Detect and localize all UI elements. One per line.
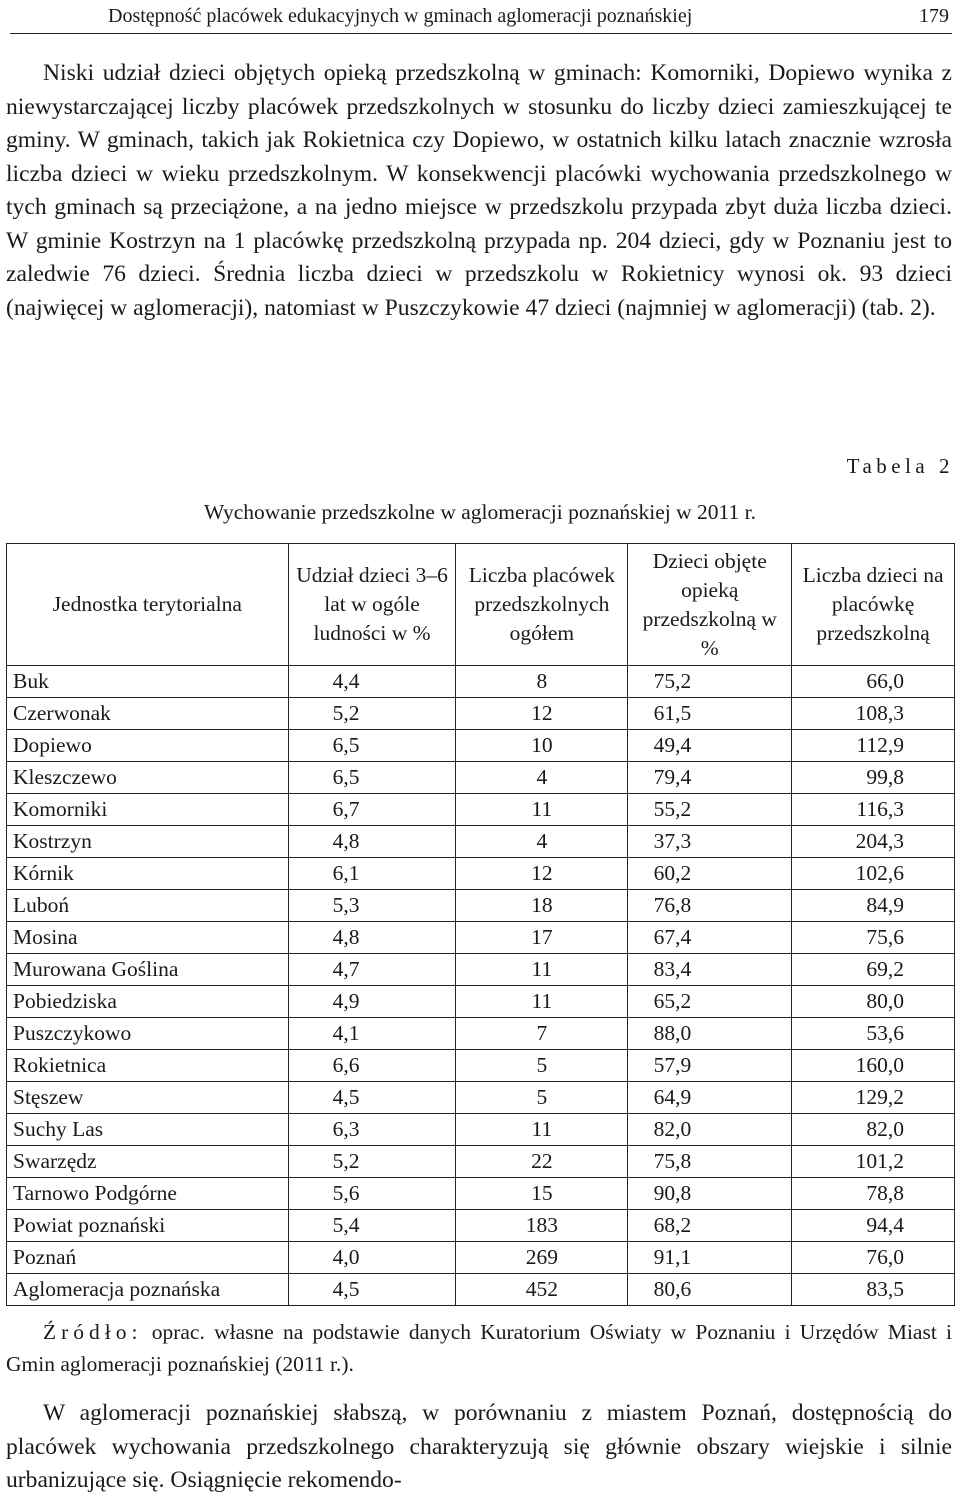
table-row bbox=[7, 1082, 955, 1114]
body-paragraph-1: Niski udział dzieci objętych opieką przedszkolną w gminach: Komorniki, Dopiewo wynika z niewystarczającej liczby placówek przedszkolnych w stosunku do liczby dzieci zamieszkującej te gminy. W gminach, takich jak Rokietnica czy Dopiewo, w ostatnich kilku latach znacznie wzrosła liczba dzieci w wieku przedszkolnym. W konsekwencji placówki wychowania przedszkolnego w tych gminach są przeciążone, a na jedno miejsce w przedszkolu przypada zbyt duża liczba dzieci. W gminie Kostrzyn na 1 placówkę przedszkolną przypada np. 204 dzieci, gdy w Poznaniu jest to zaledwie 76 dzieci. Średnia liczba dzieci w przedszkolu w Rokietnicy wynosi ok. 93 dzieci (najwięcej w aglomeracji), natomiast w Puszczykowie 47 dzieci (najmniej w aglomeracji) (tab. 2). bbox=[6, 60, 952, 321]
value-cell: 99,8 bbox=[792, 762, 955, 794]
value-cell: 69,2 bbox=[792, 954, 955, 986]
header-cell: Dzieci objęte opieką przedszkolną w % bbox=[628, 544, 792, 666]
value-cell: 11 bbox=[456, 1114, 628, 1146]
value-cell: 76,0 bbox=[792, 1242, 955, 1274]
value-cell: 80,0 bbox=[792, 986, 955, 1018]
unit-name-cell: Kórnik bbox=[7, 858, 289, 890]
value-cell: 61,5 bbox=[628, 698, 792, 730]
value-cell: 80,6 bbox=[628, 1274, 792, 1306]
header-cell: Udział dzieci 3–6 lat w ogóle ludności w % bbox=[288, 544, 456, 666]
table-row bbox=[7, 762, 955, 794]
header-cell: Jednostka terytorialna bbox=[7, 544, 289, 666]
value-cell: 68,2 bbox=[628, 1210, 792, 1242]
table-row bbox=[7, 986, 955, 1018]
unit-name-cell: Czerwonak bbox=[7, 698, 289, 730]
table-row bbox=[7, 1114, 955, 1146]
value-cell: 5,2 bbox=[288, 698, 456, 730]
table-row bbox=[7, 698, 955, 730]
unit-name-cell: Aglomeracja poznańska bbox=[7, 1274, 289, 1306]
value-cell: 11 bbox=[456, 794, 628, 826]
value-cell: 49,4 bbox=[628, 730, 792, 762]
running-header bbox=[10, 0, 952, 34]
table-source bbox=[6, 1316, 952, 1380]
value-cell: 57,9 bbox=[628, 1050, 792, 1082]
page-number: 179 bbox=[919, 5, 949, 27]
value-cell: 82,0 bbox=[792, 1114, 955, 1146]
value-cell: 4,4 bbox=[288, 666, 456, 698]
table-row bbox=[7, 1146, 955, 1178]
value-cell: 12 bbox=[456, 858, 628, 890]
value-cell: 4,8 bbox=[288, 826, 456, 858]
value-cell: 94,4 bbox=[792, 1210, 955, 1242]
value-cell: 83,4 bbox=[628, 954, 792, 986]
table-row bbox=[7, 666, 955, 698]
table-row bbox=[7, 922, 955, 954]
value-cell: 66,0 bbox=[792, 666, 955, 698]
value-cell: 4,7 bbox=[288, 954, 456, 986]
table-row bbox=[7, 1242, 955, 1274]
value-cell: 129,2 bbox=[792, 1082, 955, 1114]
table-header-row bbox=[7, 544, 955, 666]
value-cell: 82,0 bbox=[628, 1114, 792, 1146]
table-row bbox=[7, 794, 955, 826]
value-cell: 4,1 bbox=[288, 1018, 456, 1050]
unit-name-cell: Dopiewo bbox=[7, 730, 289, 762]
value-cell: 88,0 bbox=[628, 1018, 792, 1050]
value-cell: 11 bbox=[456, 986, 628, 1018]
value-cell: 4,5 bbox=[288, 1274, 456, 1306]
table-body bbox=[7, 666, 955, 1306]
unit-name-cell: Swarzędz bbox=[7, 1146, 289, 1178]
value-cell: 65,2 bbox=[628, 986, 792, 1018]
value-cell: 6,5 bbox=[288, 762, 456, 794]
value-cell: 101,2 bbox=[792, 1146, 955, 1178]
value-cell: 11 bbox=[456, 954, 628, 986]
value-cell: 6,1 bbox=[288, 858, 456, 890]
value-cell: 84,9 bbox=[792, 890, 955, 922]
table-row bbox=[7, 1210, 955, 1242]
table-row bbox=[7, 1050, 955, 1082]
unit-name-cell: Rokietnica bbox=[7, 1050, 289, 1082]
value-cell: 91,1 bbox=[628, 1242, 792, 1274]
value-cell: 108,3 bbox=[792, 698, 955, 730]
value-cell: 79,4 bbox=[628, 762, 792, 794]
value-cell: 17 bbox=[456, 922, 628, 954]
value-cell: 18 bbox=[456, 890, 628, 922]
value-cell: 64,9 bbox=[628, 1082, 792, 1114]
value-cell: 5 bbox=[456, 1082, 628, 1114]
value-cell: 75,2 bbox=[628, 666, 792, 698]
value-cell: 4,9 bbox=[288, 986, 456, 1018]
unit-name-cell: Suchy Las bbox=[7, 1114, 289, 1146]
value-cell: 5,6 bbox=[288, 1178, 456, 1210]
unit-name-cell: Poznań bbox=[7, 1242, 289, 1274]
table-row bbox=[7, 730, 955, 762]
value-cell: 90,8 bbox=[628, 1178, 792, 1210]
value-cell: 78,8 bbox=[792, 1178, 955, 1210]
unit-name-cell: Buk bbox=[7, 666, 289, 698]
unit-name-cell: Stęszew bbox=[7, 1082, 289, 1114]
value-cell: 6,6 bbox=[288, 1050, 456, 1082]
table-row bbox=[7, 1018, 955, 1050]
value-cell: 67,4 bbox=[628, 922, 792, 954]
value-cell: 53,6 bbox=[792, 1018, 955, 1050]
unit-name-cell: Kleszczewo bbox=[7, 762, 289, 794]
unit-name-cell: Luboń bbox=[7, 890, 289, 922]
value-cell: 4,5 bbox=[288, 1082, 456, 1114]
unit-name-cell: Kostrzyn bbox=[7, 826, 289, 858]
value-cell: 83,5 bbox=[792, 1274, 955, 1306]
value-cell: 6,5 bbox=[288, 730, 456, 762]
unit-name-cell: Puszczykowo bbox=[7, 1018, 289, 1050]
unit-name-cell: Mosina bbox=[7, 922, 289, 954]
table-header bbox=[7, 544, 955, 666]
table-row bbox=[7, 890, 955, 922]
value-cell: 4 bbox=[456, 826, 628, 858]
value-cell: 4,0 bbox=[288, 1242, 456, 1274]
value-cell: 116,3 bbox=[792, 794, 955, 826]
value-cell: 4,8 bbox=[288, 922, 456, 954]
data-table bbox=[6, 543, 955, 1306]
value-cell: 102,6 bbox=[792, 858, 955, 890]
value-cell: 75,6 bbox=[792, 922, 955, 954]
unit-name-cell: Tarnowo Podgórne bbox=[7, 1178, 289, 1210]
table-row bbox=[7, 858, 955, 890]
value-cell: 6,7 bbox=[288, 794, 456, 826]
value-cell: 452 bbox=[456, 1274, 628, 1306]
value-cell: 8 bbox=[456, 666, 628, 698]
unit-name-cell: Murowana Goślina bbox=[7, 954, 289, 986]
value-cell: 5,4 bbox=[288, 1210, 456, 1242]
value-cell: 5,2 bbox=[288, 1146, 456, 1178]
value-cell: 112,9 bbox=[792, 730, 955, 762]
table-row bbox=[7, 1178, 955, 1210]
value-cell: 12 bbox=[456, 698, 628, 730]
value-cell: 15 bbox=[456, 1178, 628, 1210]
value-cell: 7 bbox=[456, 1018, 628, 1050]
source-text: oprac. własne na podstawie danych Kuratorium Oświaty w Poznaniu i Urzędów Miast i Gmin aglomeracji poznańskiej (2011 r.). bbox=[6, 1320, 952, 1376]
value-cell: 204,3 bbox=[792, 826, 955, 858]
table-row bbox=[7, 1274, 955, 1306]
unit-name-cell: Komorniki bbox=[7, 794, 289, 826]
value-cell: 75,8 bbox=[628, 1146, 792, 1178]
value-cell: 5 bbox=[456, 1050, 628, 1082]
value-cell: 76,8 bbox=[628, 890, 792, 922]
table-label: Tabela 2 bbox=[846, 454, 954, 478]
value-cell: 183 bbox=[456, 1210, 628, 1242]
header-cell: Liczba placówek przedszkolnych ogółem bbox=[456, 544, 628, 666]
value-cell: 160,0 bbox=[792, 1050, 955, 1082]
value-cell: 10 bbox=[456, 730, 628, 762]
value-cell: 269 bbox=[456, 1242, 628, 1274]
table-caption: Wychowanie przedszkolne w aglomeracji poznańskiej w 2011 r. bbox=[204, 500, 756, 524]
value-cell: 55,2 bbox=[628, 794, 792, 826]
value-cell: 6,3 bbox=[288, 1114, 456, 1146]
table-row bbox=[7, 954, 955, 986]
source-label: Źródło: bbox=[43, 1320, 143, 1344]
unit-name-cell: Powiat poznański bbox=[7, 1210, 289, 1242]
table-row bbox=[7, 826, 955, 858]
value-cell: 4 bbox=[456, 762, 628, 794]
body-paragraph-2: W aglomeracji poznańskiej słabszą, w porównaniu z miastem Poznań, dostępnością do placówek wychowania przedszkolnego charakteryzują się głównie obszary wiejskie i silnie urbanizujące się. Osiągnięcie rekomendo- bbox=[6, 1400, 952, 1493]
running-title: Dostępność placówek edukacyjnych w gminach aglomeracji poznańskiej bbox=[108, 5, 693, 27]
header-cell: Liczba dzieci na placówkę przedszkolną bbox=[792, 544, 955, 666]
value-cell: 60,2 bbox=[628, 858, 792, 890]
value-cell: 37,3 bbox=[628, 826, 792, 858]
value-cell: 5,3 bbox=[288, 890, 456, 922]
unit-name-cell: Pobiedziska bbox=[7, 986, 289, 1018]
value-cell: 22 bbox=[456, 1146, 628, 1178]
